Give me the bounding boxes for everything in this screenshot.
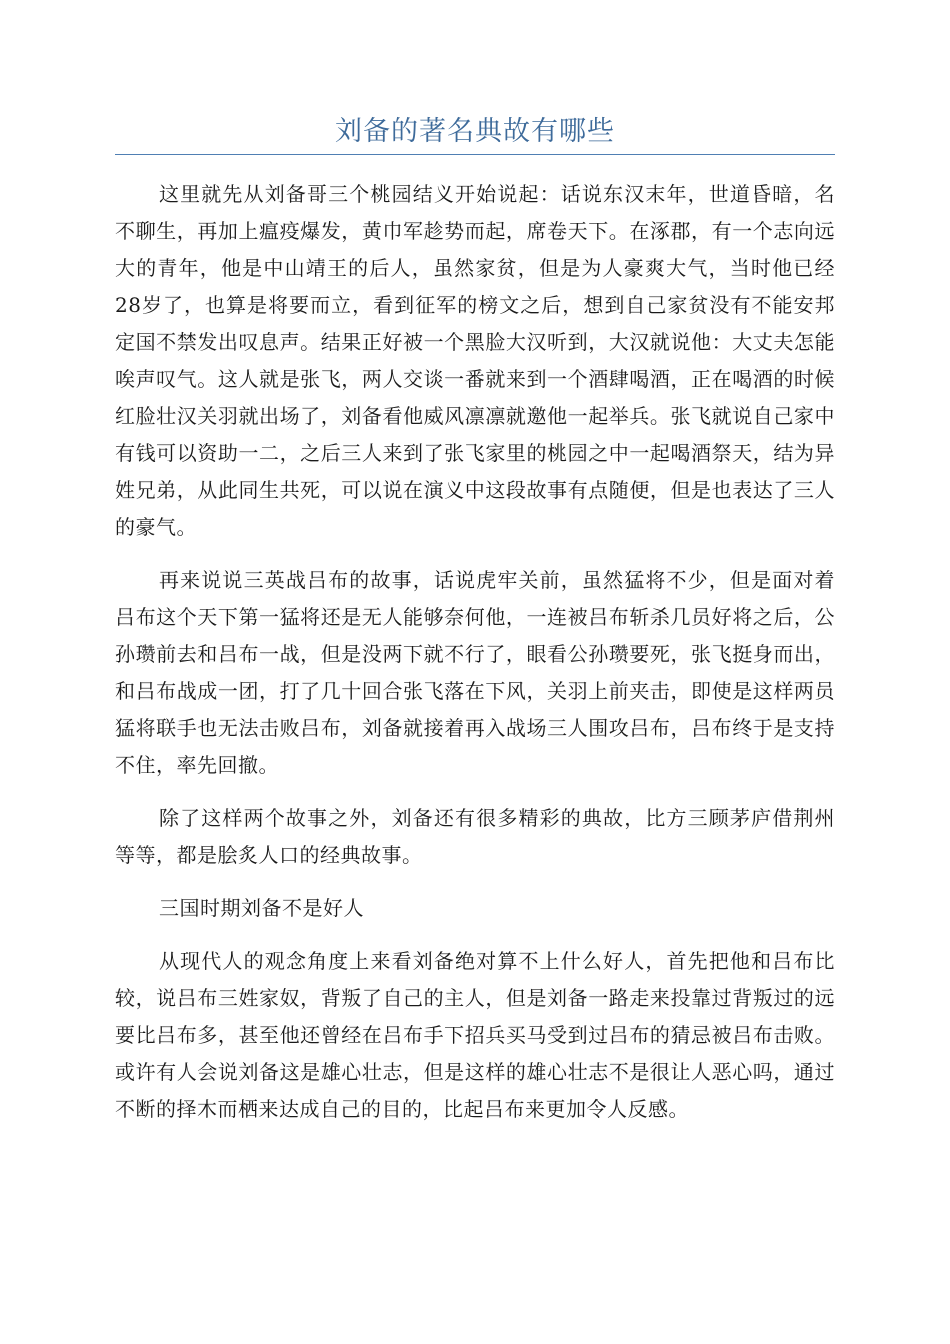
document-title: 刘备的著名典故有哪些 xyxy=(335,116,615,147)
section-heading-paragraph: 三国时期刘备不是好人 xyxy=(159,896,364,920)
paragraph-other-stories: 除了这样两个故事之外，刘备还有很多精彩的典故，比方三顾茅庐借荆州等等，都是脍炙人口的经典故事。 xyxy=(115,806,835,867)
document-body xyxy=(115,176,835,1144)
paragraph-three-heroes-vs-lubu: 再来说说三英战吕布的故事，话说虎牢关前，虽然猛将不少，但是面对着吕布这个天下第一猛将还是无人能够奈何他，一连被吕布斩杀几员好将之后，公孙瓒前去和吕布一战，但是没两下就不行了，眼看公孙瓒要死，张飞挺身而出，和吕布战成一团，打了几十回合张飞落在下风，关羽上前夹击，即使是这样两员猛将联手也无法击败吕布，刘备就接着再入战场三人围攻吕布，吕布终于是支持不住，率先回撤。 xyxy=(115,568,835,777)
paragraph-peach-garden-oath: 这里就先从刘备哥三个桃园结义开始说起：话说东汉末年，世道昏暗，名不聊生，再加上瘟疫爆发，黄巾军趁势而起，席卷天下。在涿郡，有一个志向远大的青年，他是中山靖王的后人，虽然家贫，但是为人豪爽大气，当时他已经28岁了，也算是将要而立，看到征军的榜文之后，想到自己家贫没有不能安邦定国不禁发出叹息声。结果正好被一个黑脸大汉听到，大汉就说他：大丈夫怎能唉声叹气。这人就是张飞，两人交谈一番就来到一个酒肆喝酒，正在喝酒的时候红脸壮汉关羽就出场了，刘备看他威风凛凛就邀他一起举兵。张飞就说自己家中有钱可以资助一二，之后三人来到了张飞家里的桃园之中一起喝酒祭天，结为异姓兄弟，从此同生共死，可以说在演义中这段故事有点随便，但是也表达了三人的豪气。 xyxy=(115,182,835,539)
title-underline xyxy=(115,154,835,155)
paragraph-modern-view: 从现代人的观念角度上来看刘备绝对算不上什么好人，首先把他和吕布比较，说吕布三姓家奴，背叛了自己的主人，但是刘备一路走来投靠过背叛过的远要比吕布多，甚至他还曾经在吕布手下招兵买马受到过吕布的猜忌被吕布击败。或许有人会说刘备这是雄心壮志，但是这样的雄心壮志不是很让人恶心吗，通过不断的择木而栖来达成自己的目的，比起吕布来更加令人反感。 xyxy=(115,949,835,1121)
